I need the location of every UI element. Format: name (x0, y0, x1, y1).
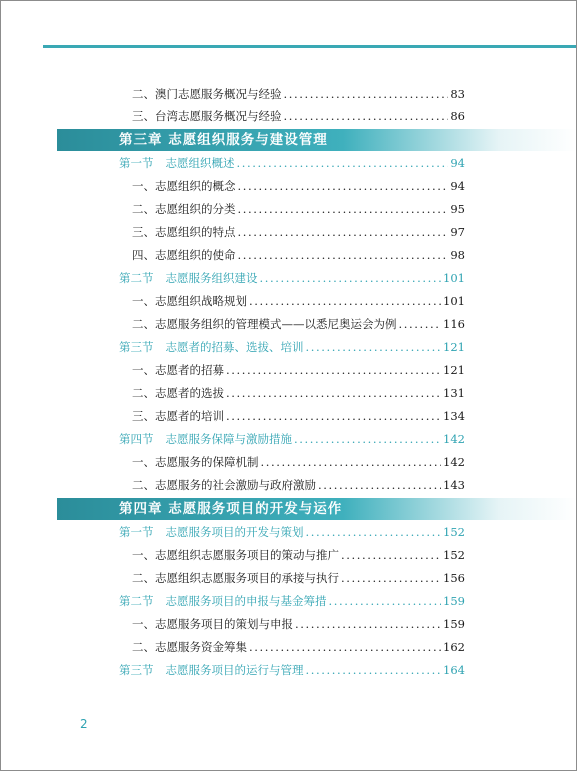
section-title: 志愿者的招募、选拔、培训 (165, 340, 304, 354)
toc-item[interactable] (132, 292, 465, 310)
dot-leader (249, 292, 441, 310)
toc-item[interactable] (132, 453, 465, 471)
toc-section[interactable] (119, 269, 465, 287)
section-title: 志愿服务组织建设 (165, 271, 258, 285)
toc-item-page: 98 (450, 248, 465, 262)
section-title: 志愿服务项目的开发与策划 (165, 525, 304, 539)
toc-item[interactable] (132, 200, 465, 218)
section-number: 第二节 (119, 271, 154, 285)
toc-item[interactable] (132, 315, 465, 333)
toc-item[interactable] (132, 546, 465, 564)
toc-item-page: 159 (443, 617, 465, 631)
toc-item[interactable] (132, 407, 465, 425)
dot-leader (306, 523, 442, 541)
dot-leader (284, 85, 449, 103)
toc-item[interactable] (132, 85, 465, 103)
toc-item-page: 101 (443, 294, 465, 308)
section-title: 志愿服务项目的运行与管理 (165, 663, 304, 677)
dot-leader (341, 546, 441, 564)
section-number: 第一节 (119, 525, 154, 539)
toc-item-label: 三、志愿者的培训 (132, 409, 224, 423)
toc-item-label: 二、志愿组织的分类 (132, 202, 236, 216)
toc-item-label: 三、台湾志愿服务概况与经验 (132, 109, 282, 123)
toc-item-label: 三、志愿组织的特点 (132, 225, 236, 239)
dot-leader (341, 569, 441, 587)
toc-item-label: 二、澳门志愿服务概况与经验 (132, 87, 282, 101)
toc-section[interactable] (119, 523, 465, 541)
toc-item[interactable] (132, 361, 465, 379)
toc-item-label: 二、志愿服务资金筹集 (132, 640, 247, 654)
section-number: 第三节 (119, 663, 154, 677)
toc-item-label: 一、志愿组织战略规划 (132, 294, 247, 308)
toc-section[interactable] (119, 338, 465, 356)
toc-item[interactable] (132, 384, 465, 402)
dot-leader (226, 384, 441, 402)
toc-item[interactable] (132, 223, 465, 241)
toc-item-label: 一、志愿服务项目的策划与申报 (132, 617, 293, 631)
dot-leader (306, 338, 442, 356)
section-number: 第四节 (119, 432, 154, 446)
page-number: 2 (80, 717, 88, 731)
dot-leader (238, 223, 449, 241)
toc-item-page: 134 (443, 409, 465, 423)
toc-item-page: 86 (450, 109, 465, 123)
dot-leader (260, 269, 442, 287)
section-page: 94 (450, 156, 465, 170)
section-page: 101 (443, 271, 465, 285)
toc-item[interactable] (132, 107, 465, 125)
chapter-title: 第四章 志愿服务项目的开发与运作 (119, 501, 343, 517)
dot-leader (238, 200, 449, 218)
toc-item-page: 121 (443, 363, 465, 377)
dot-leader (261, 453, 442, 471)
toc-item-label: 二、志愿服务的社会激励与政府激励 (132, 478, 316, 492)
toc-item-label: 一、志愿者的招募 (132, 363, 224, 377)
toc-item-page: 143 (443, 478, 465, 492)
dot-leader (249, 638, 441, 656)
section-page: 159 (443, 594, 465, 608)
toc-item-page: 83 (450, 87, 465, 101)
toc-item-page: 116 (443, 317, 465, 331)
toc-item-page: 142 (443, 455, 465, 469)
toc-item[interactable] (132, 569, 465, 587)
toc-item-page: 152 (443, 548, 465, 562)
toc-item-label: 二、志愿组织志愿服务项目的承接与执行 (132, 571, 339, 585)
toc-item-page: 95 (450, 202, 465, 216)
dot-leader (318, 476, 441, 494)
toc-item-label: 一、志愿组织的概念 (132, 179, 236, 193)
toc-item-page: 156 (443, 571, 465, 585)
dot-leader (237, 154, 449, 172)
dot-leader (295, 615, 441, 633)
toc-item-page: 131 (443, 386, 465, 400)
toc-item[interactable] (132, 638, 465, 656)
dot-leader (294, 430, 441, 448)
toc-item-label: 二、志愿服务组织的管理模式——以悉尼奥运会为例 (132, 317, 397, 331)
dot-leader (226, 361, 441, 379)
toc-item[interactable] (132, 246, 465, 264)
toc-item[interactable] (132, 177, 465, 195)
toc-item-label: 二、志愿者的选拔 (132, 386, 224, 400)
section-title: 志愿组织概述 (165, 156, 235, 170)
section-title: 志愿服务保障与激励措施 (165, 432, 292, 446)
toc-item-label: 一、志愿服务的保障机制 (132, 455, 259, 469)
toc-section[interactable] (119, 661, 465, 679)
section-page: 152 (443, 525, 465, 539)
dot-leader (238, 177, 449, 195)
toc-item-label: 一、志愿组织志愿服务项目的策动与推广 (132, 548, 339, 562)
toc-section[interactable] (119, 430, 465, 448)
toc-section[interactable] (119, 592, 465, 610)
toc-section[interactable] (119, 154, 465, 172)
header-rule (43, 45, 577, 48)
dot-leader (226, 407, 441, 425)
chapter-heading-3[interactable] (57, 129, 577, 151)
dot-leader (329, 592, 442, 610)
section-title: 志愿服务项目的申报与基金筹措 (165, 594, 327, 608)
section-number: 第三节 (119, 340, 154, 354)
section-page: 121 (443, 340, 465, 354)
dot-leader (399, 315, 442, 333)
dot-leader (238, 246, 449, 264)
dot-leader (284, 107, 449, 125)
section-page: 142 (443, 432, 465, 446)
dot-leader (306, 661, 442, 679)
section-number: 第一节 (119, 156, 154, 170)
toc-item-page: 162 (443, 640, 465, 654)
toc-item[interactable] (132, 615, 465, 633)
toc-item-page: 94 (450, 179, 465, 193)
chapter-title: 第三章 志愿组织服务与建设管理 (119, 132, 328, 148)
toc-item-page: 97 (450, 225, 465, 239)
toc-item-label: 四、志愿组织的使命 (132, 248, 236, 262)
toc-item[interactable] (132, 476, 465, 494)
chapter-heading-4[interactable] (57, 498, 577, 520)
section-number: 第二节 (119, 594, 154, 608)
section-page: 164 (443, 663, 465, 677)
